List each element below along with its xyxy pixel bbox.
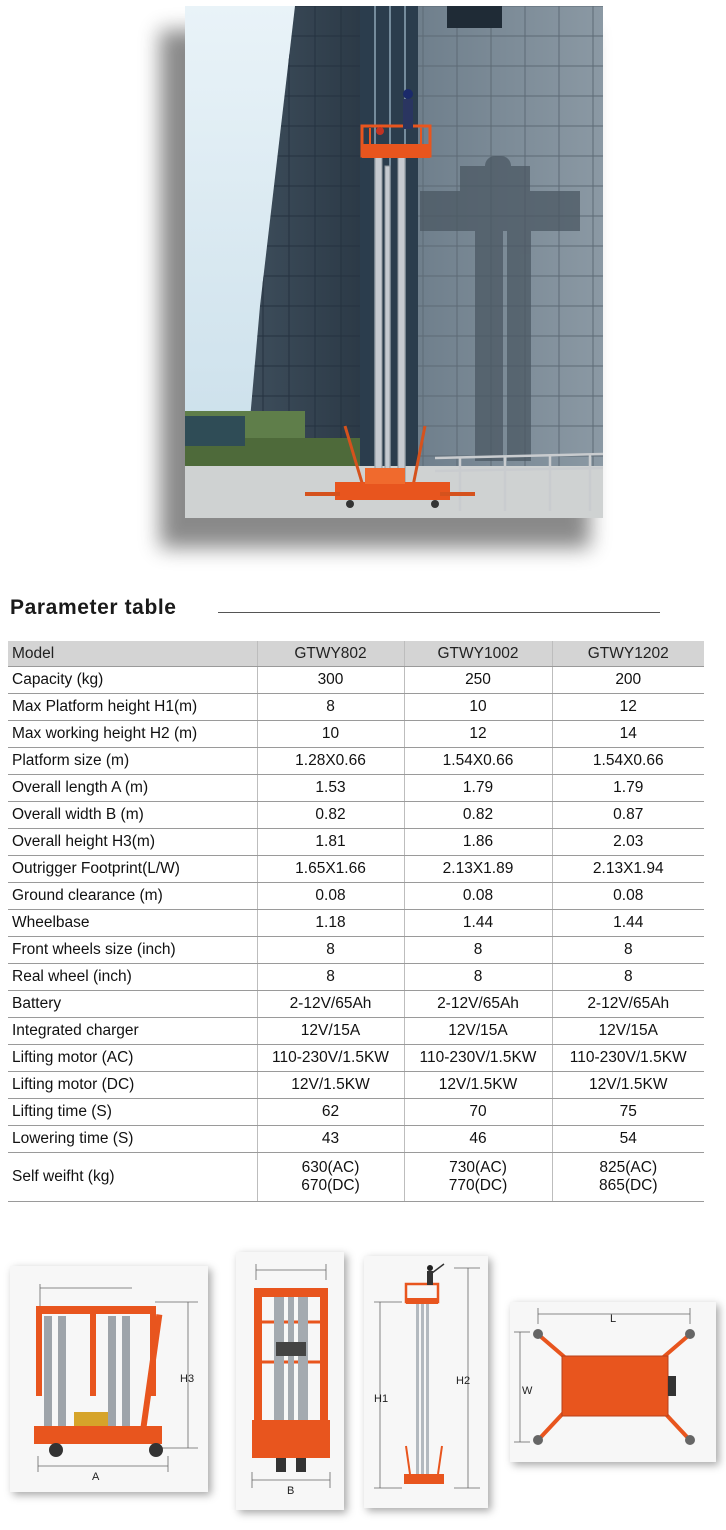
table-row bbox=[8, 856, 704, 883]
weight-ac: 825(AC) bbox=[599, 1159, 658, 1176]
table-row bbox=[8, 775, 704, 802]
cell-value: 250 bbox=[404, 667, 552, 694]
diagram-front-view bbox=[236, 1252, 344, 1510]
cell-value: 8 bbox=[552, 937, 704, 964]
row-label: Self weifht (kg) bbox=[8, 1153, 257, 1202]
table-row bbox=[8, 748, 704, 775]
height-h2-label: H2 bbox=[456, 1375, 471, 1387]
row-label: Platform size (m) bbox=[8, 748, 257, 775]
cell-value: 1.54X0.66 bbox=[404, 748, 552, 775]
weight-dc: 670(DC) bbox=[301, 1177, 360, 1194]
cell-value: 2.13X1.94 bbox=[552, 856, 704, 883]
cell-value: 12V/15A bbox=[404, 1018, 552, 1045]
cell-value: 1.18 bbox=[257, 910, 404, 937]
row-label: Overall length A (m) bbox=[8, 775, 257, 802]
cell-value: 10 bbox=[257, 721, 404, 748]
cell-value: 70 bbox=[404, 1099, 552, 1126]
row-label: Battery bbox=[8, 991, 257, 1018]
table-header-row bbox=[8, 641, 704, 667]
cell-value: 2-12V/65Ah bbox=[404, 991, 552, 1018]
row-label: Max Platform height H1(m) bbox=[8, 694, 257, 721]
row-label: Lowering time (S) bbox=[8, 1126, 257, 1153]
table-row bbox=[8, 1099, 704, 1126]
table-row bbox=[8, 964, 704, 991]
cell-value: 2-12V/65Ah bbox=[257, 991, 404, 1018]
row-label: Overall width B (m) bbox=[8, 802, 257, 829]
table-row bbox=[8, 802, 704, 829]
table-row bbox=[8, 721, 704, 748]
diagram-height-view bbox=[364, 1256, 488, 1508]
weight-dc: 770(DC) bbox=[448, 1177, 508, 1194]
cell-value: 110-230V/1.5KW bbox=[257, 1045, 404, 1072]
cell-value: 43 bbox=[257, 1126, 404, 1153]
cell-value: 46 bbox=[404, 1126, 552, 1153]
side-height-label: H3 bbox=[180, 1373, 195, 1385]
column-header-model: Model bbox=[8, 641, 257, 667]
cell-value: 110-230V/1.5KW bbox=[404, 1045, 552, 1072]
front-width-label: B bbox=[287, 1485, 295, 1497]
cell-value: 12 bbox=[552, 694, 704, 721]
row-label: Capacity (kg) bbox=[8, 667, 257, 694]
height-h1-label: H1 bbox=[374, 1393, 389, 1405]
cell-value: 12V/15A bbox=[257, 1018, 404, 1045]
cell-value: 1.53 bbox=[257, 775, 404, 802]
row-label: Max working height H2 (m) bbox=[8, 721, 257, 748]
hero-photo-lift-at-building bbox=[185, 6, 603, 518]
cell-value: 62 bbox=[257, 1099, 404, 1126]
row-label: Overall height H3(m) bbox=[8, 829, 257, 856]
cell-value bbox=[404, 1153, 552, 1202]
side-length-label: A bbox=[92, 1471, 100, 1483]
column-header-gtwy1002: GTWY1002 bbox=[404, 641, 552, 667]
table-row bbox=[8, 1018, 704, 1045]
footprint-width-label: W bbox=[522, 1385, 533, 1397]
cell-value: 1.54X0.66 bbox=[552, 748, 704, 775]
cell-value: 12V/1.5KW bbox=[257, 1072, 404, 1099]
cell-value: 1.86 bbox=[404, 829, 552, 856]
title-divider bbox=[218, 612, 660, 613]
cell-value: 1.44 bbox=[404, 910, 552, 937]
cell-value: 12V/1.5KW bbox=[552, 1072, 704, 1099]
cell-value: 8 bbox=[257, 937, 404, 964]
row-label: Real wheel (inch) bbox=[8, 964, 257, 991]
cell-value: 8 bbox=[404, 964, 552, 991]
row-label: Wheelbase bbox=[8, 910, 257, 937]
cell-value: 8 bbox=[404, 937, 552, 964]
cell-value: 1.44 bbox=[552, 910, 704, 937]
cell-value: 200 bbox=[552, 667, 704, 694]
cell-value: 10 bbox=[404, 694, 552, 721]
table-row bbox=[8, 910, 704, 937]
parameter-table bbox=[8, 641, 704, 1202]
table-row bbox=[8, 1045, 704, 1072]
cell-value: 0.82 bbox=[404, 802, 552, 829]
row-label: Outrigger Footprint(L/W) bbox=[8, 856, 257, 883]
row-label: Lifting motor (DC) bbox=[8, 1072, 257, 1099]
table-row bbox=[8, 1072, 704, 1099]
cell-value: 1.79 bbox=[404, 775, 552, 802]
row-label: Lifting time (S) bbox=[8, 1099, 257, 1126]
cell-value: 2.03 bbox=[552, 829, 704, 856]
cell-value: 1.79 bbox=[552, 775, 704, 802]
cell-value: 8 bbox=[257, 694, 404, 721]
cell-value: 8 bbox=[257, 964, 404, 991]
cell-value: 1.28X0.66 bbox=[257, 748, 404, 775]
cell-value: 0.08 bbox=[404, 883, 552, 910]
row-label: Ground clearance (m) bbox=[8, 883, 257, 910]
row-label: Front wheels size (inch) bbox=[8, 937, 257, 964]
cell-value: 12V/15A bbox=[552, 1018, 704, 1045]
section-title: Parameter table bbox=[10, 596, 177, 619]
cell-value: 1.65X1.66 bbox=[257, 856, 404, 883]
diagram-side-view bbox=[10, 1266, 208, 1492]
cell-value bbox=[552, 1153, 704, 1202]
cell-value: 14 bbox=[552, 721, 704, 748]
table-row bbox=[8, 883, 704, 910]
cell-value: 75 bbox=[552, 1099, 704, 1126]
column-header-gtwy802: GTWY802 bbox=[257, 641, 404, 667]
cell-value: 0.82 bbox=[257, 802, 404, 829]
weight-ac: 730(AC) bbox=[449, 1159, 507, 1176]
row-label: Integrated charger bbox=[8, 1018, 257, 1045]
row-label: Lifting motor (AC) bbox=[8, 1045, 257, 1072]
table-row bbox=[8, 1126, 704, 1153]
column-header-gtwy1202: GTWY1202 bbox=[552, 641, 704, 667]
table-row bbox=[8, 667, 704, 694]
cell-value: 0.87 bbox=[552, 802, 704, 829]
cell-value: 0.08 bbox=[257, 883, 404, 910]
cell-value: 300 bbox=[257, 667, 404, 694]
table-row bbox=[8, 991, 704, 1018]
table-row-self-weight bbox=[8, 1153, 704, 1202]
cell-value: 12 bbox=[404, 721, 552, 748]
table-row bbox=[8, 829, 704, 856]
cell-value: 110-230V/1.5KW bbox=[552, 1045, 704, 1072]
weight-dc: 865(DC) bbox=[598, 1177, 658, 1194]
table-row bbox=[8, 937, 704, 964]
cell-value: 2.13X1.89 bbox=[404, 856, 552, 883]
footprint-length-label: L bbox=[610, 1313, 617, 1325]
cell-value: 54 bbox=[552, 1126, 704, 1153]
cell-value: 0.08 bbox=[552, 883, 704, 910]
diagram-footprint-view bbox=[510, 1302, 716, 1462]
cell-value: 2-12V/65Ah bbox=[552, 991, 704, 1018]
table-row bbox=[8, 694, 704, 721]
weight-ac: 630(AC) bbox=[301, 1159, 360, 1176]
cell-value: 8 bbox=[552, 964, 704, 991]
cell-value: 12V/1.5KW bbox=[404, 1072, 552, 1099]
cell-value: 1.81 bbox=[257, 829, 404, 856]
cell-value bbox=[257, 1153, 404, 1202]
